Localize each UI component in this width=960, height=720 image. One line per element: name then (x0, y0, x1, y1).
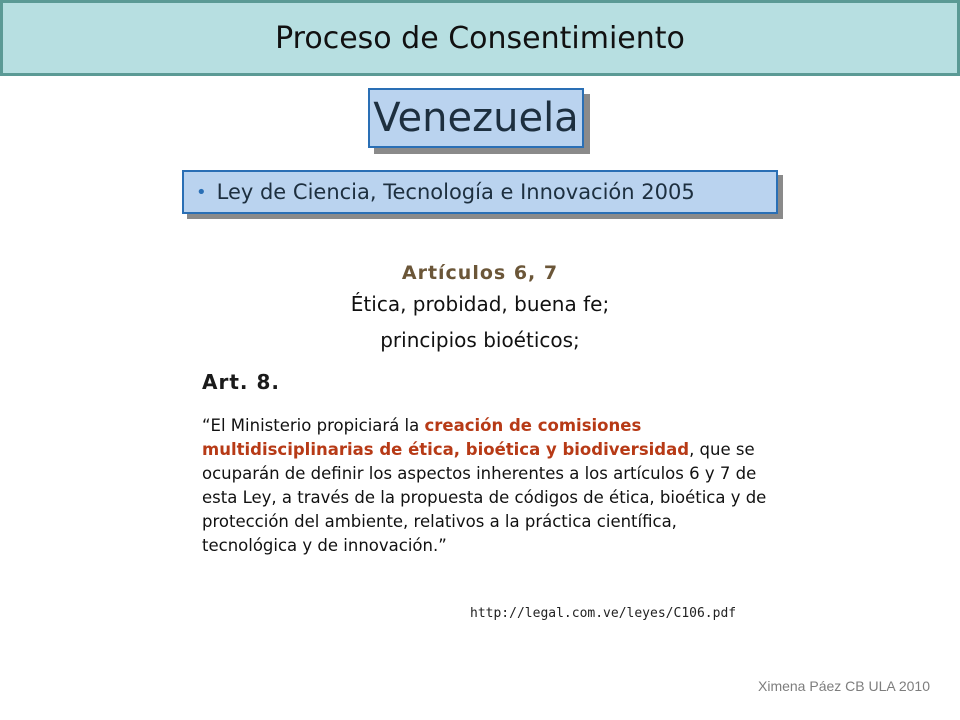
art8-heading: Art. 8. (202, 370, 280, 394)
law-title: Ley de Ciencia, Tecnología e Innovación 2005 (216, 180, 695, 204)
quote-rest: , que se ocuparán de definir los aspectos inherentes a los artículos 6 y 7 de esta Ley, a través de la propuesta de códigos de ética, bioética y de protección del ambiente, relativos a la práctica científica, tecnológica y de innovación.” (202, 440, 767, 555)
country-label: Venezuela (368, 88, 584, 148)
quote-open: “El Ministerio propiciará la (202, 416, 425, 435)
footer-credit: Ximena Páez CB ULA 2010 (758, 678, 930, 694)
articles-line-2: principios bioéticos; (380, 328, 580, 352)
law-box (182, 170, 778, 214)
quote-highlight: creación de comisiones multidisciplinarias de ética, bioética y biodiversidad (202, 416, 690, 459)
slide-title-bar (0, 0, 960, 76)
source-url[interactable]: http://legal.com.ve/leyes/C106.pdf (470, 606, 737, 621)
country-box (368, 88, 584, 148)
articles-line-1: Ética, probidad, buena fe; (350, 292, 610, 316)
articles-heading: Artículos 6, 7 (401, 262, 559, 284)
slide-title: Proceso de Consentimiento (275, 20, 685, 56)
bullet-icon: • (196, 181, 207, 203)
art8-quote (202, 414, 772, 558)
